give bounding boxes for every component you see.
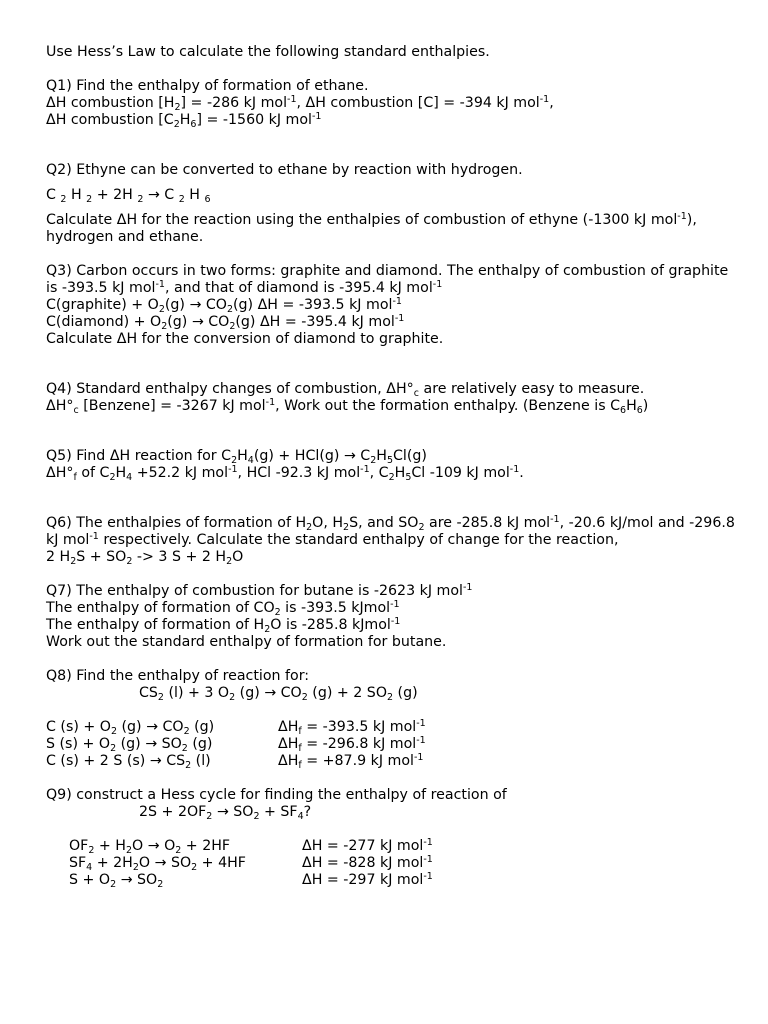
q1-line-2: ΔH combustion $[C_2H_6] = -1560$ kJ mol$^{-1}$ bbox=[46, 111, 322, 130]
question-4 bbox=[46, 381, 736, 415]
question-1 bbox=[46, 78, 736, 129]
q8-target-equation: $CS_2$ (l) + 3 $O_2$ $(g) \to CO_2$ (g) + 2 $SO_2$ (g) bbox=[139, 685, 418, 703]
q8-reaction-2: S $(s) + O_2$ $(g) \to SO_2$ (g) $\Delta H_f = -296.8$ kJ mol$^{-1}$ bbox=[46, 735, 426, 754]
worksheet bbox=[46, 44, 736, 889]
q5-line-2: $\Delta H^\circ_f$ of $C_2H_4 +52.2$ kJ mol$^{-1}$, HCl -92.3 kJ mol$^{-1}$, $C_2H_5Cl$ -109 kJ mol$^{-1}$. bbox=[46, 464, 524, 483]
q3-question: Calculate ΔH for the conversion of diamond to graphite. bbox=[46, 331, 444, 347]
q3-graphite-equation: C(graphite) + $O_2(g) \to CO_2(g) \Delta H = -393.5$ kJ mol$^{-1}$ bbox=[46, 296, 402, 315]
question-3 bbox=[46, 263, 736, 348]
q6-equation: 2 $H_2S + SO_2 -> 3$ S + 2 $H_2O$ bbox=[46, 549, 244, 567]
question-7 bbox=[46, 583, 736, 651]
q2-title: Q2) Ethyne can be converted to ethane by reaction with hydrogen. bbox=[46, 162, 523, 178]
q7-line-1: Q7) The enthalpy of combustion for butane is -2623 kJ mol$^{-1}$ bbox=[46, 582, 473, 599]
q8-reaction-3: C (s) + 2 S $(s) \to CS_2$ (l) $\Delta H_f = +87.9$ kJ mol$^{-1}$ bbox=[46, 752, 424, 771]
q1-title: Q1) Find the enthalpy of formation of ethane. bbox=[46, 78, 369, 94]
q8-reaction-1: C $(s) + O_2$ $(g) \to CO_2$ (g) $\Delta H_f = -393.5$ kJ mol$^{-1}$ bbox=[46, 718, 426, 737]
q2-text: Calculate ΔH for the reaction using the enthalpies of combustion of ethyne (-1300 kJ mol$^{-1}$), hydrogen and ethane. bbox=[46, 211, 697, 245]
q2-equation: C $_2$ H $_2$ + 2H $_2$ → C $_2$ H $_6$ bbox=[46, 187, 211, 205]
q8-title: Q8) Find the enthalpy of reaction for: bbox=[46, 668, 310, 684]
q9-title: Q9) construct a Hess cycle for finding the enthalpy of reaction of bbox=[46, 787, 507, 803]
q7-line-3: The enthalpy of formation of $H_2O$ is -285.8 kJmol$^{-1}$ bbox=[46, 616, 401, 635]
q7-line-2: The enthalpy of formation of $CO_2$ is -393.5 kJmol$^{-1}$ bbox=[46, 599, 400, 618]
question-5 bbox=[46, 448, 736, 482]
question-2 bbox=[46, 162, 736, 246]
q3-text: Q3) Carbon occurs in two forms: graphite and diamond. The enthalpy of combustion of graphite is -393.5 kJ mol$^{-1}$, and that of diamond is -395.4 kJ mol$^{-1}$ bbox=[46, 263, 729, 296]
q4-line-1: Q4) Standard enthalpy changes of combustion, $\Delta H^\circ_c$ are relatively easy to measure. bbox=[46, 381, 645, 399]
q1-line-1: ΔH combustion $[H_2] = -286$ kJ mol$^{-1}$, ΔH combustion [C] = -394 kJ mol$^{-1}$, bbox=[46, 94, 554, 113]
question-6 bbox=[46, 515, 736, 566]
worksheet-intro: Use Hess’s Law to calculate the following standard enthalpies. bbox=[46, 44, 490, 60]
q3-diamond-equation: C(diamond) + $O_2(g) \to CO_2(g) \Delta H = -395.4$ kJ mol$^{-1}$ bbox=[46, 313, 405, 332]
q9-target-equation: $2S + 2OF_2 \to SO_2 + SF_4$? bbox=[139, 804, 312, 822]
q6-text: Q6) The enthalpies of formation of $H_2O$, $H_2S$, and $SO_2$ are -285.8 kJ mol$^{-1}$, -20.6 kJ/mol and -296.8 kJ mol$^{-1}$ respectively. Calculate the standard enthalpy of change for the reaction, bbox=[46, 514, 735, 548]
question-9 bbox=[46, 787, 736, 889]
q9-reaction-2: $SF_4 + 2H_2O \to SO_2 + 4HF$ ΔH = -828 kJ mol$^{-1}$ bbox=[69, 854, 433, 873]
q4-line-2: $\Delta H^\circ_c$ [Benzene] = -3267 kJ mol$^{-1}$, Work out the formation enthalpy. (Benzene is $C_6H_6$) bbox=[46, 397, 649, 416]
question-8 bbox=[46, 668, 736, 770]
q9-reaction-1: $OF_2 + H_2O \to O_2 + 2HF$ ΔH = -277 kJ mol$^{-1}$ bbox=[69, 837, 433, 856]
q9-reaction-3: $S + O_2 \to SO_2$ ΔH = -297 kJ mol$^{-1}$ bbox=[69, 871, 433, 890]
q7-line-4: Work out the standard enthalpy of formation for butane. bbox=[46, 634, 447, 650]
q5-line-1: Q5) Find ΔH reaction for $C_2H_4(g) + HCl(g) \to C_2H_5Cl(g)$ bbox=[46, 448, 427, 466]
